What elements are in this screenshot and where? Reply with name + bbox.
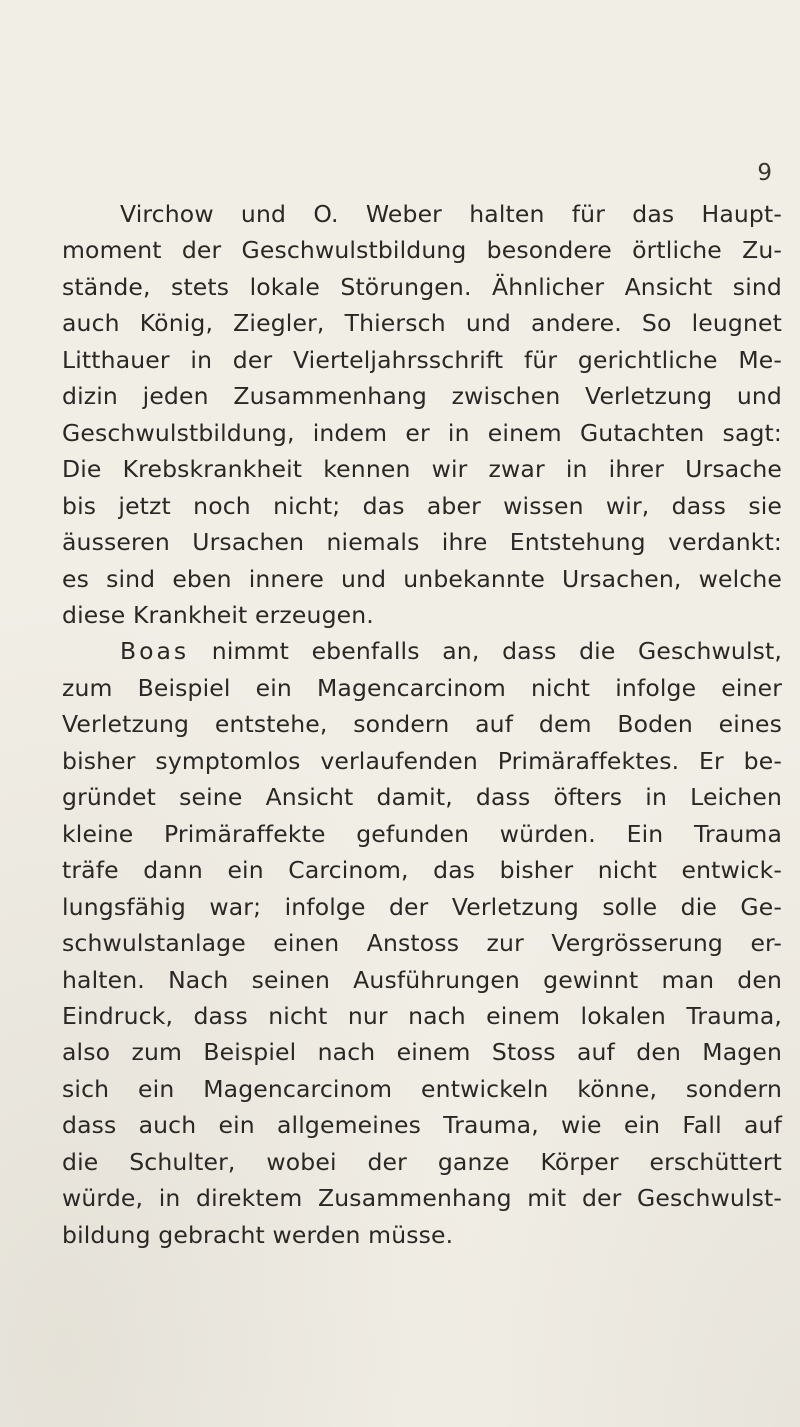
body-text — [62, 196, 782, 1253]
text-line: würde, in direktem Zusammenhang mit der Geschwulst- — [62, 1184, 782, 1213]
text-line: bildung gebracht werden müsse. — [62, 1220, 454, 1249]
text-line: Virchow und O. Weber halten für das Haupt- — [120, 200, 782, 228]
text-line-rest: nimmt ebenfalls an, dass die Geschwulst, — [211, 637, 782, 666]
text-line: lungsfähig war; infolge der Verletzung solle die Ge- — [62, 892, 782, 921]
text-line: also zum Beispiel nach einem Stoss auf den Magen — [62, 1038, 782, 1067]
text-line: Litthauer in der Vierteljahrsschrift für gerichtliche Me- — [62, 345, 782, 374]
text-line-with-name — [62, 633, 782, 669]
text-line: moment der Geschwulstbildung besondere örtliche Zu- — [62, 236, 782, 265]
text-line: die Schulter, wobei der ganze Körper erschüttert — [62, 1147, 782, 1176]
page-number: 9 — [757, 160, 772, 186]
text-line: Die Krebskrankheit kennen wir zwar in ihrer Ursache — [62, 455, 782, 484]
text-line: äusseren Ursachen niemals ihre Entstehung verdankt: — [62, 528, 782, 557]
text-line: träfe dann ein Carcinom, das bisher nicht entwick- — [62, 856, 782, 885]
text-line: gründet seine Ansicht damit, dass öfters in Leichen — [62, 783, 782, 812]
text-line: kleine Primäraffekte gefunden würden. Ein Trauma — [62, 819, 782, 848]
text-line: halten. Nach seinen Ausführungen gewinnt man den — [62, 965, 782, 994]
spaced-author-name: Boas — [120, 637, 190, 666]
text-line: diese Krankheit erzeugen. — [62, 600, 374, 629]
text-line: auch König, Ziegler, Thiersch und andere. So leugnet — [62, 309, 782, 338]
text-line: zum Beispiel ein Magencarcinom nicht infolge einer — [62, 673, 782, 702]
text-line: bis jetzt noch nicht; das aber wissen wir, dass sie — [62, 491, 782, 520]
text-line: es sind eben innere und unbekannte Ursachen, welche — [62, 564, 782, 593]
text-line: bisher symptomlos verlaufenden Primäraffektes. Er be- — [62, 746, 782, 775]
text-line: Geschwulstbildung, indem er in einem Gutachten sagt: — [62, 418, 782, 447]
text-line: stände, stets lokale Störungen. Ähnlicher Ansicht sind — [62, 272, 782, 301]
text-line: schwulstanlage einen Anstoss zur Vergrösserung er- — [62, 929, 782, 958]
text-line: Eindruck, dass nicht nur nach einem lokalen Trauma, — [62, 1001, 782, 1030]
text-line: sich ein Magencarcinom entwickeln könne, sondern — [62, 1074, 782, 1103]
text-line: Verletzung entstehe, sondern auf dem Boden eines — [62, 710, 782, 739]
text-line: dass auch ein allgemeines Trauma, wie ein Fall auf — [62, 1111, 782, 1140]
text-line: dizin jeden Zusammenhang zwischen Verletzung und — [62, 382, 782, 411]
